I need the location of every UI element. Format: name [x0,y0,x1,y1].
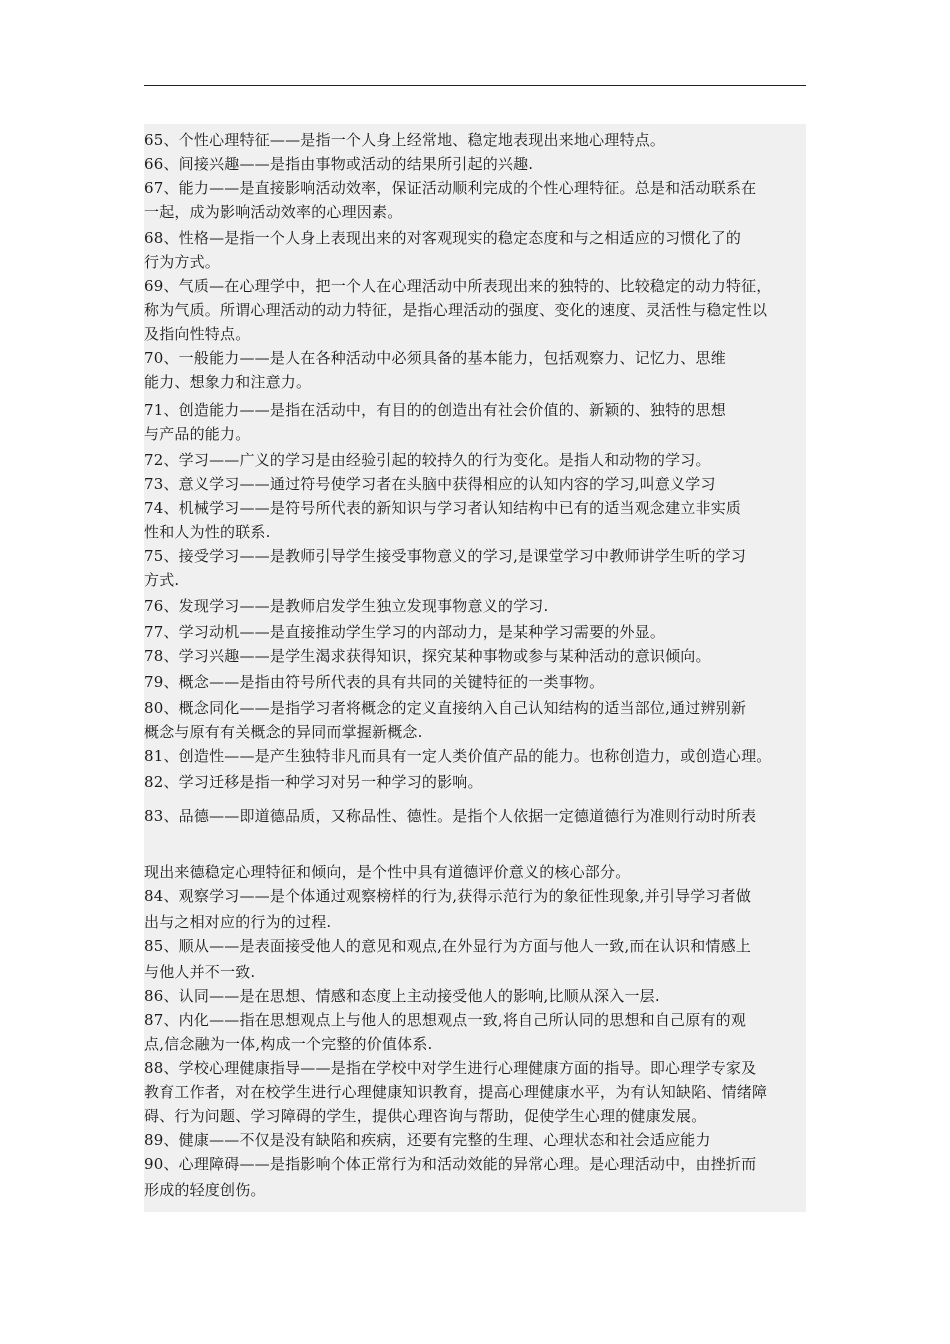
entry-line: 90、心理障碍——是指影响个体正常行为和活动效能的异常心理。是心理活动中，由挫折而 [144,1155,757,1173]
entry-line: 与他人并不一致. [144,963,256,981]
entry-line: 概念与原有有关概念的异同而掌握新概念. [144,723,423,741]
entry-line: 一起，成为影响活动效率的心理因素。 [144,203,403,221]
entry-line: 70、一般能力——是人在各种活动中必须具备的基本能力，包括观察力、记忆力、思维 [144,349,726,367]
entry-line: 77、学习动机——是直接推动学生学习的内部动力，是某种学习需要的外显。 [144,623,666,641]
entry-line: 88、学校心理健康指导——是指在学校中对学生进行心理健康方面的指导。即心理学专家及 [144,1059,757,1077]
entry-line: 68、性格—是指一个人身上表现出来的对客观现实的稳定态度和与之相适应的习惯化了的 [144,229,742,247]
entry-line: 75、接受学习——是教师引导学生接受事物意义的学习,是课堂学习中教师讲学生听的学习 [144,547,747,565]
entry-line: 能力、想象力和注意力。 [144,373,312,391]
entry-line: 教育工作者，对在校学生进行心理健康知识教育，提高心理健康水平，为有认知缺陷、情绪障 [144,1083,768,1101]
entry-line: 称为气质。所谓心理活动的动力特征，是指心理活动的强度、变化的速度、灵活性与稳定性以 [144,301,768,319]
entry-line: 出与之相对应的行为的过程. [144,913,332,931]
entry-line: 85、顺从——是表面接受他人的意见和观点,在外显行为方面与他人一致,而在认识和情感上 [144,937,752,955]
entry-line: 66、间接兴趣——是指由事物或活动的结果所引起的兴趣. [144,155,534,173]
entry-line: 71、创造能力——是指在活动中，有目的的创造出有社会价值的、新颖的、独特的思想 [144,401,726,419]
entry-line: 方式. [144,571,180,589]
entry-line: 碍、行为问题、学习障碍的学生，提供心理咨询与帮助，促使学生心理的健康发展。 [144,1107,707,1125]
entry-line: 79、概念——是指由符号所代表的具有共同的关键特征的一类事物。 [144,673,605,691]
entry-line: 78、学习兴趣——是学生渴求获得知识，探究某种事物或参与某种活动的意识倾向。 [144,647,711,665]
entry-line: 84、观察学习——是个体通过观察榜样的行为,获得示范行为的象征性现象,并引导学习者做 [144,887,752,905]
entry-line: 83、品德——即道德品质，又称品性、德性。是指个人依据一定德道德行为准则行动时所表 [144,807,757,825]
entry-line: 69、气质—在心理学中，把一个人在心理活动中所表现出来的独特的、比较稳定的动力特征， [144,277,772,295]
document-body [144,124,806,1212]
entry-line: 72、学习——广义的学习是由经验引起的较持久的行为变化。是指人和动物的学习。 [144,451,711,469]
entry-line: 89、健康——不仅是没有缺陷和疾病，还要有完整的生理、心理状态和社会适应能力 [144,1131,711,1149]
entry-line: 性和人为性的联系. [144,523,271,541]
entry-line: 及指向性特点。 [144,325,251,343]
entry-line: 点,信念融为一体,构成一个完整的价值体系. [144,1035,433,1053]
entry-line: 82、学习迁移是指一种学习对另一种学习的影响。 [144,773,483,791]
entry-line: 现出来德稳定心理特征和倾向，是个性中具有道德评价意义的核心部分。 [144,863,631,881]
entry-line: 73、意义学习——通过符号使学习者在头脑中获得相应的认知内容的学习,叫意义学习 [144,475,716,493]
entry-line: 81、创造性——是产生独特非凡而具有一定人类价值产品的能力。也称创造力，或创造心理。 [144,747,772,765]
entry-line: 80、概念同化——是指学习者将概念的定义直接纳入自己认知结构的适当部位,通过辨别新 [144,699,747,717]
entry-line: 行为方式。 [144,253,221,271]
header-rule [144,85,806,86]
entry-line: 86、认同——是在思想、情感和态度上主动接受他人的影响,比顺从深入一层. [144,987,660,1005]
entry-line: 87、内化——指在思想观点上与他人的思想观点一致,将自己所认同的思想和自己原有的观 [144,1011,747,1029]
entry-line: 76、发现学习——是教师启发学生独立发现事物意义的学习. [144,597,549,615]
entry-line: 65、个性心理特征——是指一个人身上经常地、稳定地表现出来地心理特点。 [144,131,666,149]
entry-line: 形成的轻度创伤。 [144,1181,266,1199]
entry-line: 与产品的能力。 [144,425,251,443]
entry-line: 74、机械学习——是符号所代表的新知识与学习者认知结构中已有的适当观念建立非实质 [144,499,742,517]
entry-line: 67、能力——是直接影响活动效率，保证活动顺利完成的个性心理特征。总是和活动联系在 [144,179,757,197]
